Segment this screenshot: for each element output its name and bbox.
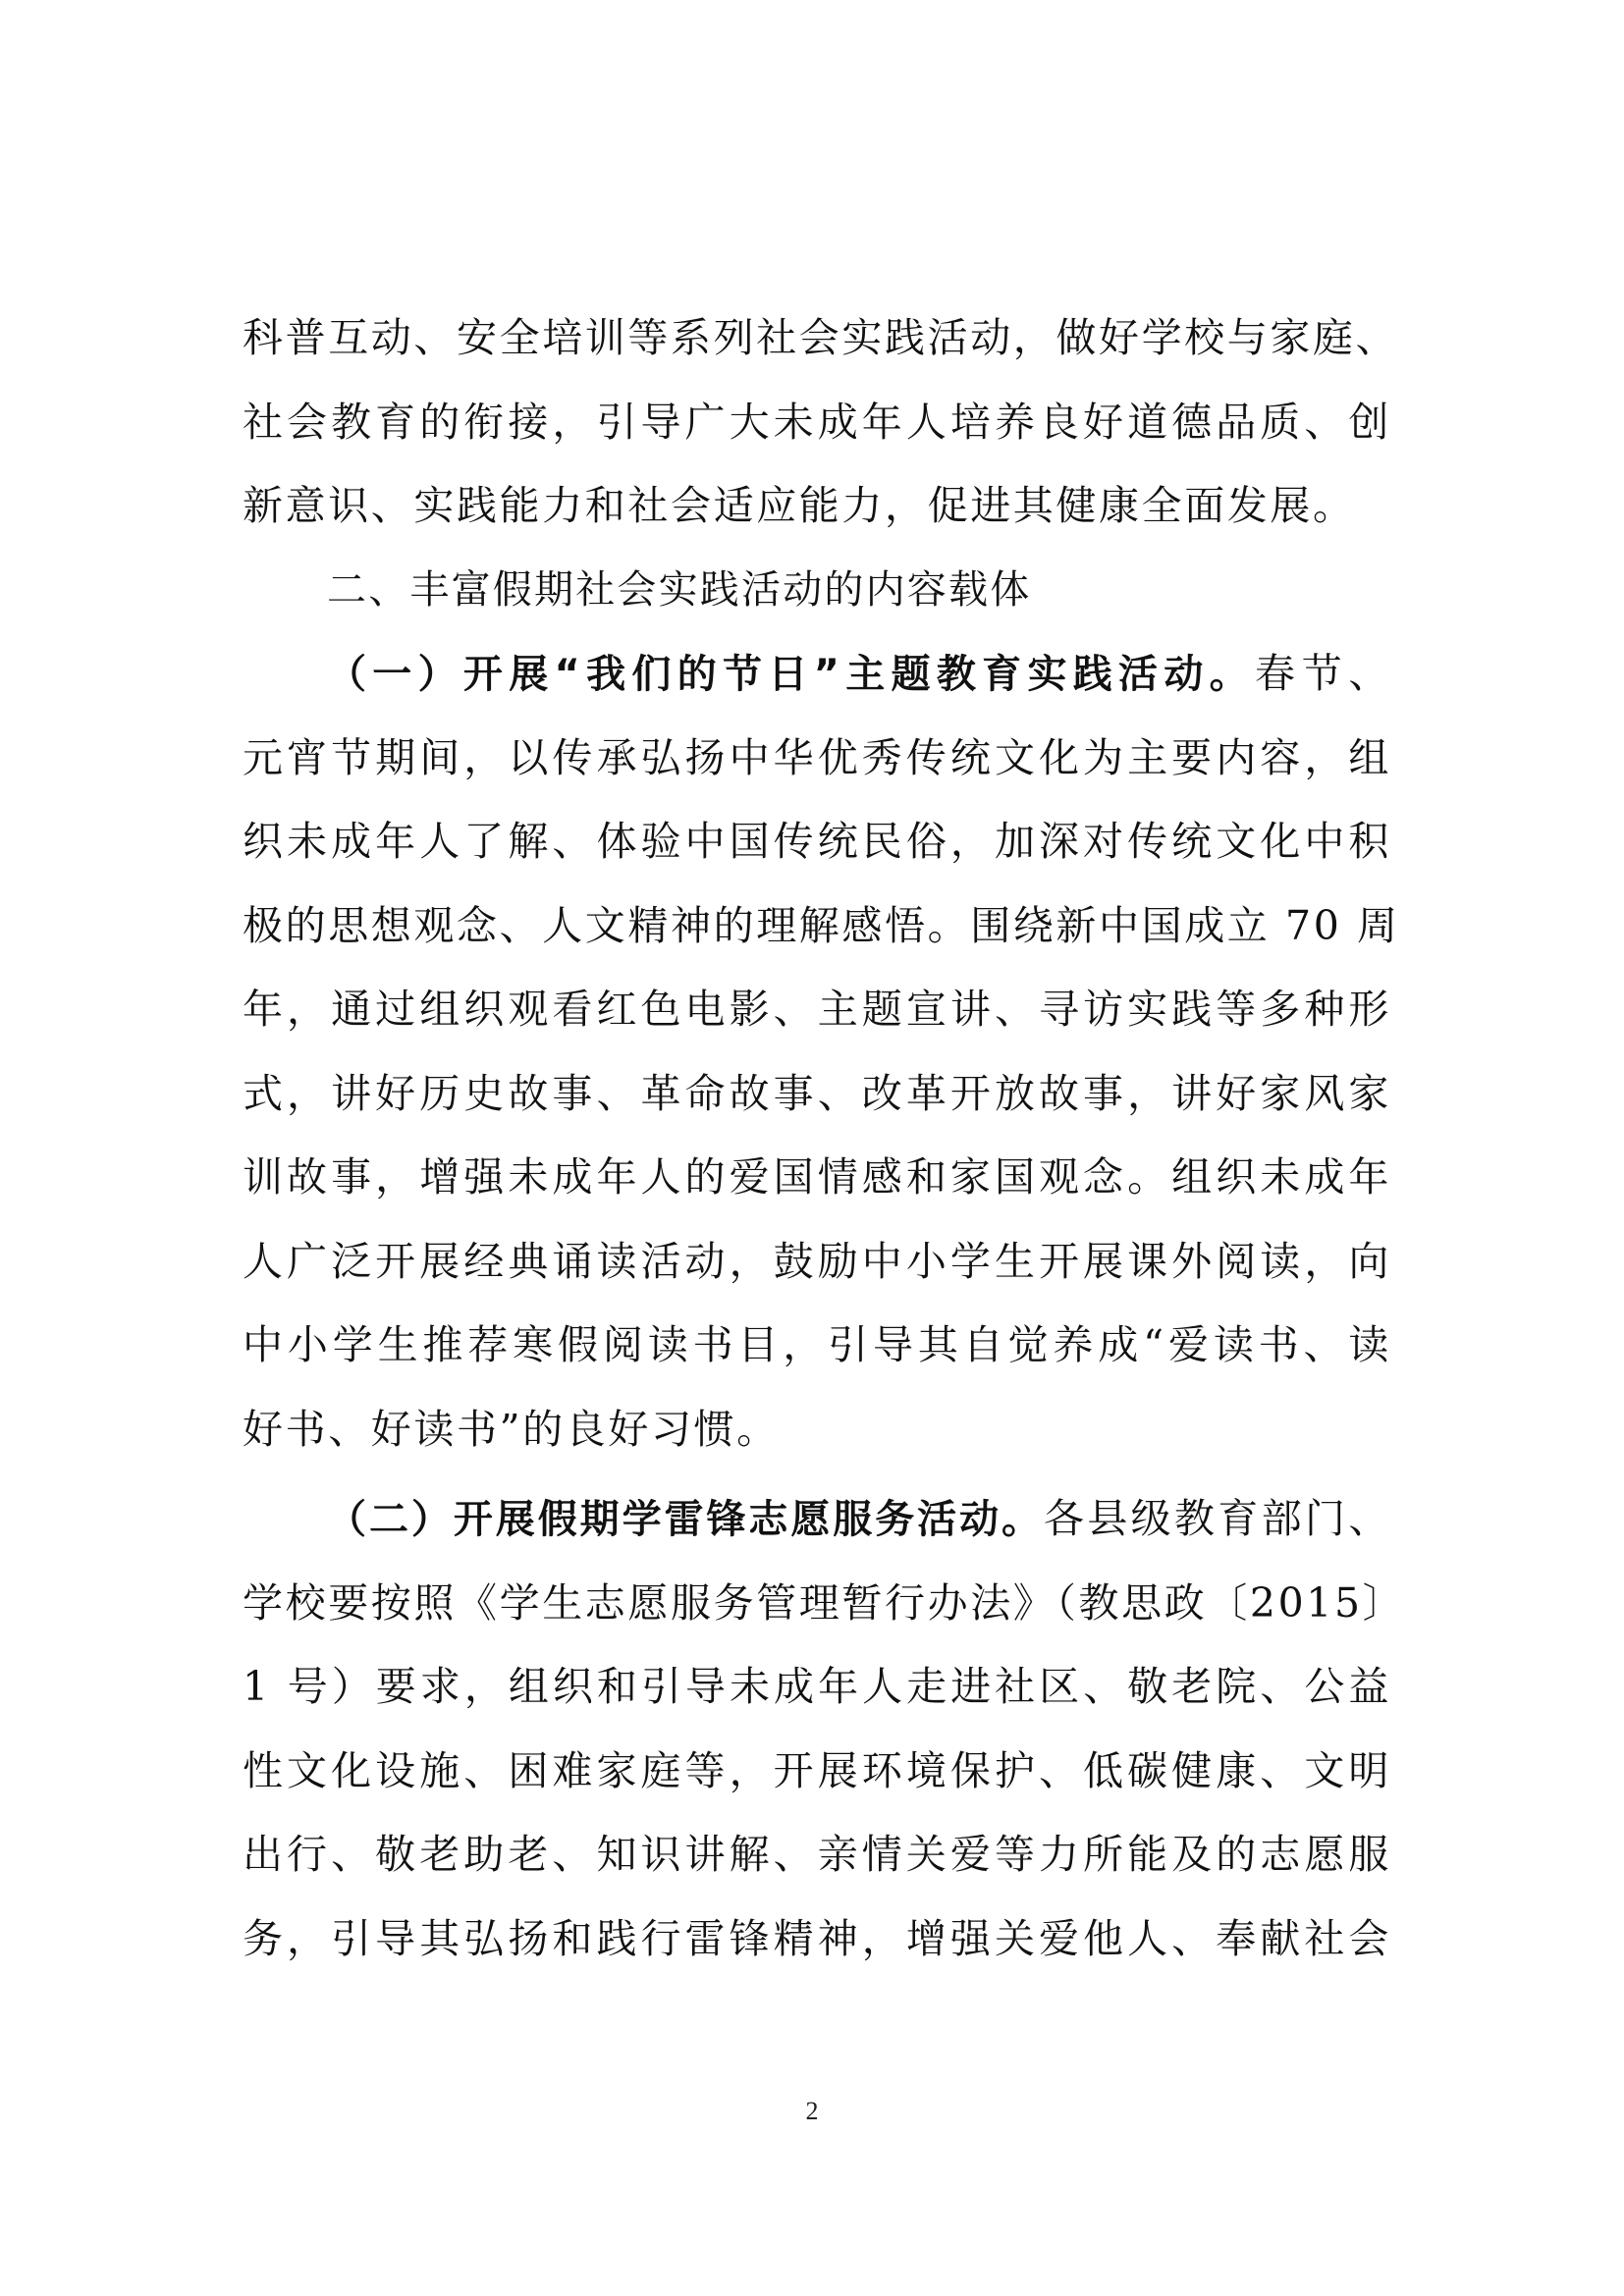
- item-two-first-line-rest: 各县级教育部门、: [1044, 1495, 1391, 1542]
- intro-line-3: 新意识、实践能力和社会适应能力，促进其健康全面发展。: [243, 482, 1356, 529]
- section-heading: 二、丰富假期社会实践活动的内容载体: [327, 566, 1032, 613]
- intro-line-1: 科普互动、安全培训等系列社会实践活动，做好学校与家庭、: [243, 314, 1399, 361]
- item-two-line: 性文化设施、困难家庭等，开展环境保护、低碳健康、文明: [243, 1746, 1391, 1794]
- item-two-line: 1 号）要求，组织和引导未成年人走进社区、敬老院、公益: [243, 1663, 1391, 1710]
- item-one-first-line: [243, 632, 1391, 717]
- item-two-line: 出行、敬老助老、知识讲解、亲情关爱等力所能及的志愿服: [243, 1831, 1391, 1878]
- item-two-first-line: [243, 1477, 1391, 1562]
- item-one-line: 元宵节期间，以传承弘扬中华优秀传统文化为主要内容，组: [243, 733, 1391, 781]
- item-one-line: 织未成年人了解、体验中国传统民俗，加深对传统文化中积: [243, 818, 1391, 865]
- item-one-line: 中小学生推荐寒假阅读书目，引导其自觉养成“爱读书、读: [243, 1321, 1391, 1368]
- item-one-line: 极的思想观念、人文精神的理解感悟。围绕新中国成立 70 周: [243, 901, 1400, 949]
- item-one-first-line-rest: 春节、: [1254, 650, 1391, 697]
- item-two-title: （二）开展假期学雷锋志愿服务活动。: [327, 1497, 1044, 1542]
- item-one-line: 式，讲好历史故事、革命故事、改革开放故事，讲好家风家: [243, 1069, 1391, 1117]
- item-one-line: 年，通过组织观看红色电影、主题宣讲、寻访实践等多种形: [243, 986, 1391, 1033]
- item-one-line: 好书、好读书”的良好习惯。: [243, 1405, 780, 1453]
- page-number: 2: [805, 2097, 819, 2125]
- item-two-line: 务，引导其弘扬和践行雷锋精神，增强关爱他人、奉献社会: [243, 1914, 1391, 1962]
- intro-line-2: 社会教育的衔接，引导广大未成年人培养良好道德品质、创: [243, 398, 1391, 446]
- item-one-title: （一）开展“我们的节日”主题教育实践活动。: [327, 652, 1255, 697]
- item-one-line: 人广泛开展经典诵读活动，鼓励中小学生开展课外阅读，向: [243, 1237, 1391, 1285]
- item-two-line: 学校要按照《学生志愿服务管理暂行办法》（教思政〔2015〕: [243, 1578, 1406, 1627]
- item-one-line: 训故事，增强未成年人的爱国情感和家国观念。组织未成年: [243, 1153, 1391, 1201]
- document-body: [243, 296, 1406, 1981]
